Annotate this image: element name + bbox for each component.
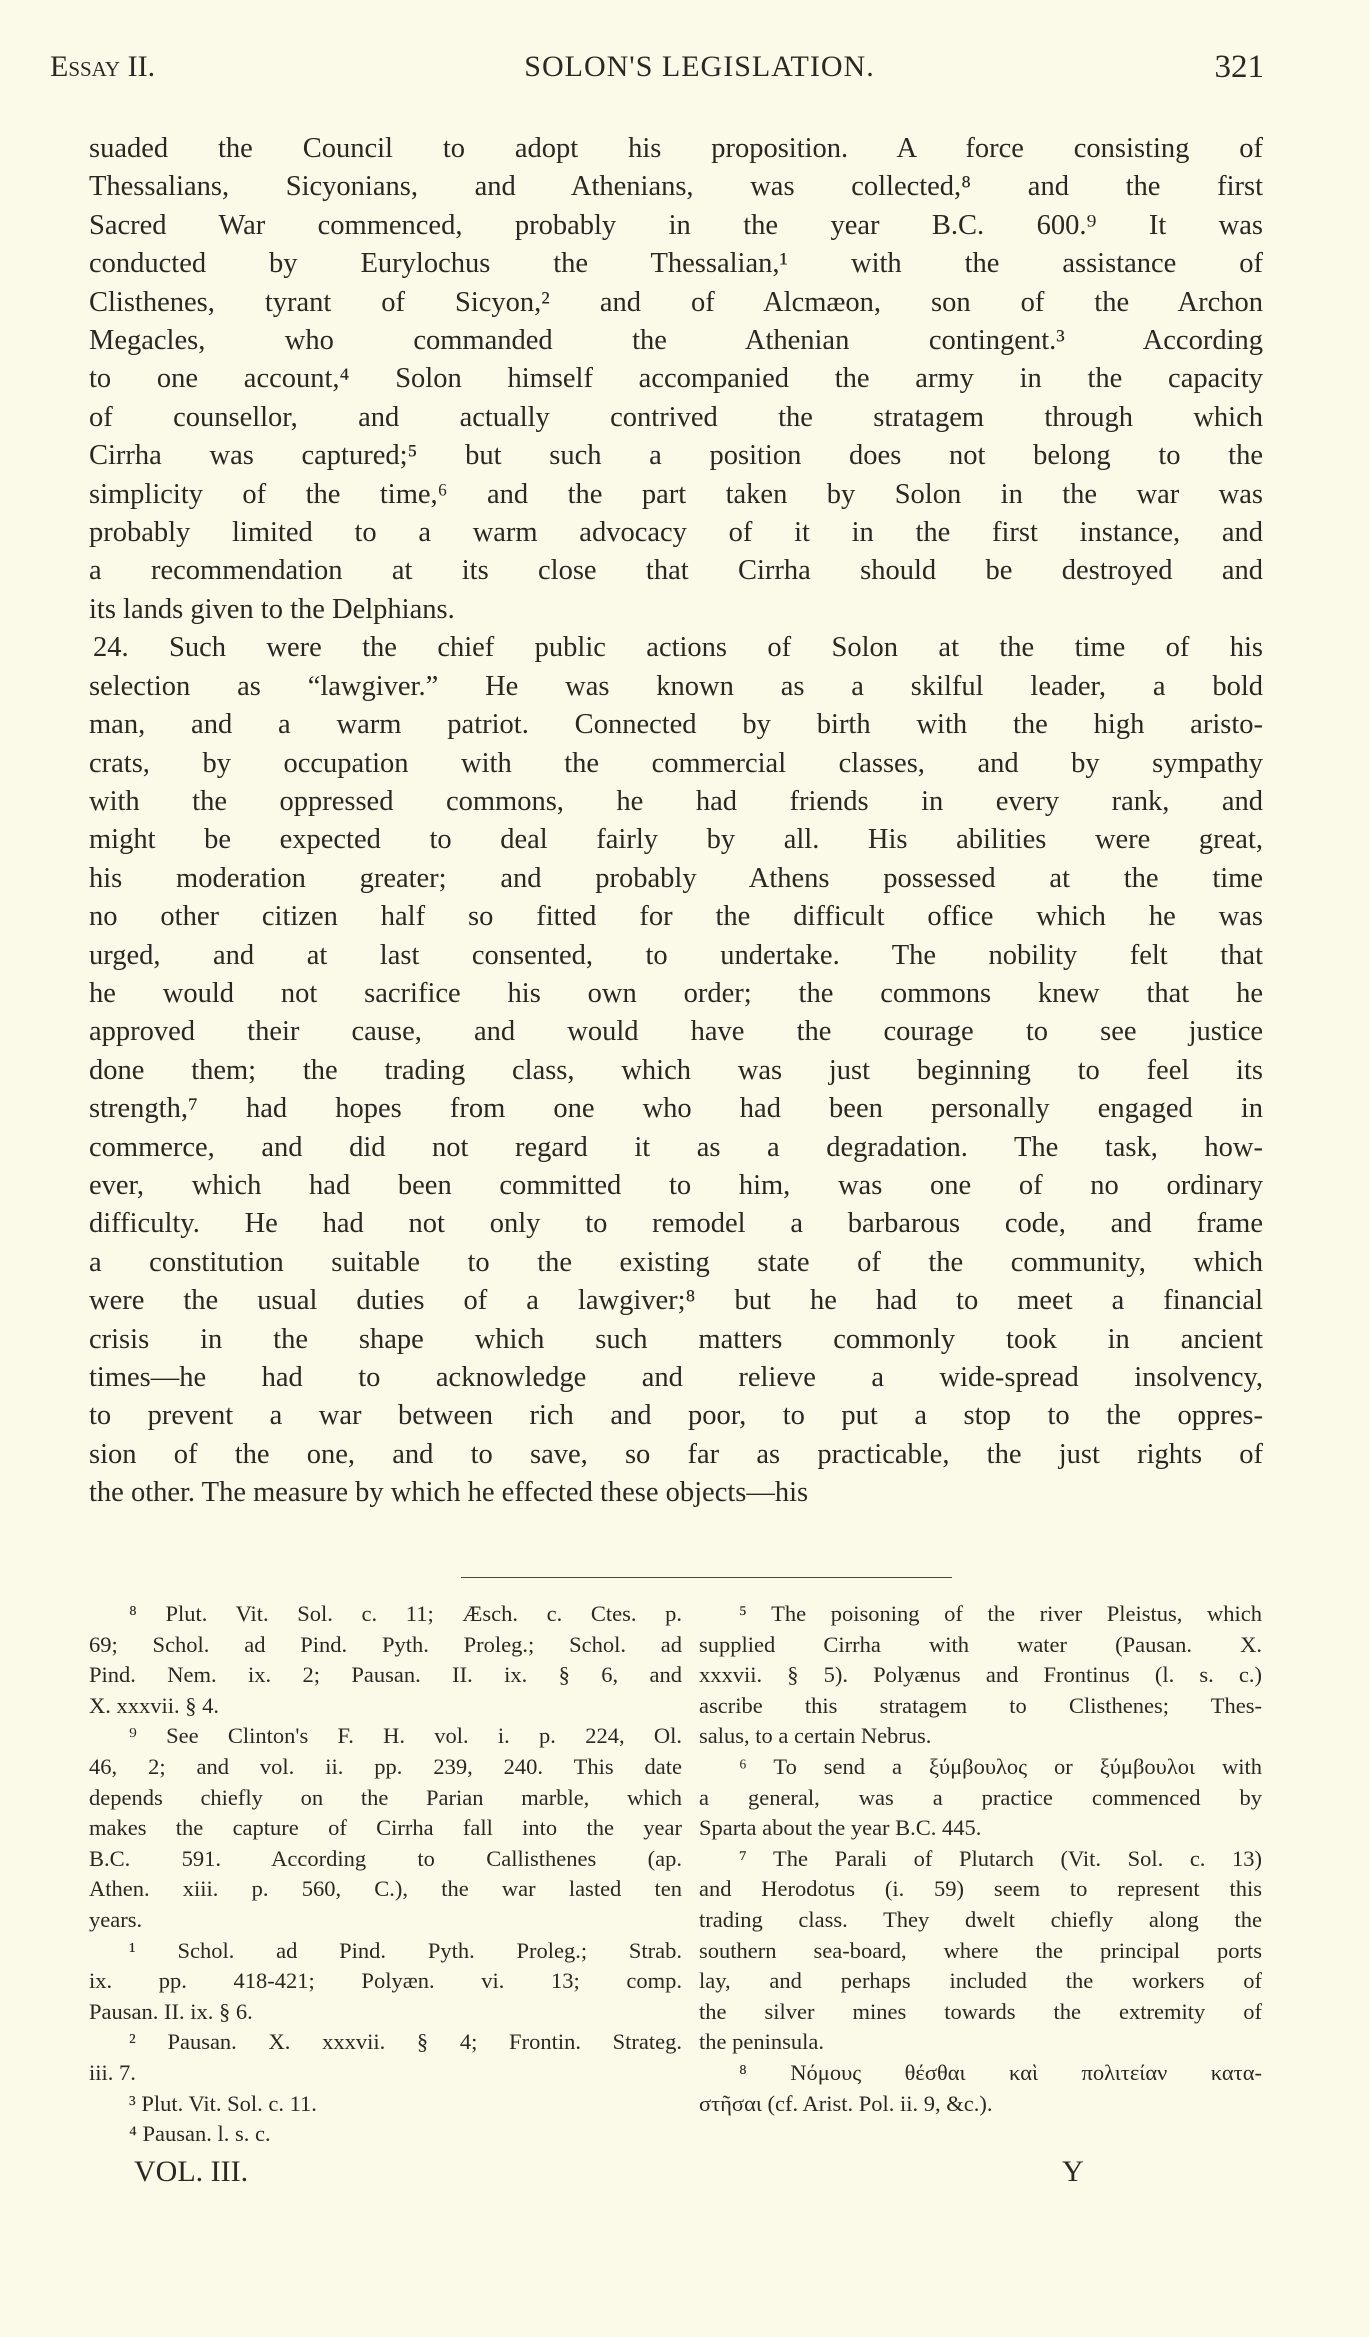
text-line: commerce, and did not regard it as a degradation. The task, how-: [89, 1131, 1263, 1163]
footnote-line: B.C. 591. According to Callisthenes (ap.: [89, 1845, 682, 1871]
footnote-line: ² Pausan. X. xxxvii. § 4; Frontin. Strateg.: [129, 2029, 682, 2055]
text-line: with the oppressed commons, he had friends in every rank, and: [89, 785, 1263, 817]
text-line: crats, by occupation with the commercial classes, and by sympathy: [89, 747, 1263, 779]
footnote-line: στῆσαι (cf. Arist. Pol. ii. 9, &c.).: [699, 2090, 993, 2116]
footnote-line: the silver mines towards the extremity of: [699, 1998, 1262, 2024]
text-line: Clisthenes, tyrant of Sicyon,² and of Alcmæon, son of the Archon: [89, 286, 1263, 318]
text-line: might be expected to deal fairly by all. His abilities were great,: [89, 824, 1263, 856]
text-line: were the usual duties of a lawgiver;⁸ but he had to meet a financial: [89, 1285, 1263, 1317]
footnote: [89, 2027, 682, 2088]
text-line: of counsellor, and actually contrived the stratagem through which: [89, 401, 1263, 433]
footnote: [699, 1599, 1262, 1752]
running-head-title: SOLON'S LEGISLATION.: [524, 50, 875, 83]
text-line: a recommendation at its close that Cirrha should be destroyed and: [89, 555, 1263, 587]
text-line: he would not sacrifice his own order; the commons knew that he: [89, 977, 1263, 1009]
footnote-line: X. xxxvii. § 4.: [89, 1692, 220, 1718]
text-line: times—he had to acknowledge and relieve a wide-spread insolvency,: [89, 1362, 1263, 1393]
footnote-line: ⁷ The Parali of Plutarch (Vit. Sol. c. 13): [739, 1845, 1262, 1871]
footnote-line: ⁸ Νόμους θέσθαι καὶ πολιτείαν κατα-: [739, 2059, 1262, 2085]
footnotes-right-column: [699, 1599, 1262, 2119]
footnote-line: southern sea-board, where the principal ports: [699, 1937, 1262, 1963]
text-line: simplicity of the time,⁶ and the part taken by Solon in the war was: [89, 478, 1263, 510]
footnote-line: ⁴ Pausan. l. s. c.: [129, 2121, 271, 2147]
text-line: Megacles, who commanded the Athenian contingent.³ According: [89, 325, 1263, 357]
text-line: Sacred War commenced, probably in the year B.C. 600.⁹ It was: [89, 209, 1263, 241]
signature-mark: VOL. III.: [134, 2155, 249, 2188]
footnote-line: Pausan. II. ix. § 6.: [89, 1998, 253, 2024]
footnote-line: years.: [89, 1906, 143, 1932]
text-line: Cirrha was captured;⁵ but such a position does not belong to the: [89, 440, 1263, 472]
footnote: [89, 1721, 682, 1935]
footnote: [699, 1752, 1262, 1844]
text-line: his moderation greater; and probably Athens possessed at the time: [89, 862, 1263, 894]
footnote-line: iii. 7.: [89, 2059, 136, 2085]
text-line: suaded the Council to adopt his proposition. A force consisting of: [89, 133, 1263, 164]
text-line: done them; the trading class, which was just beginning to feel its: [89, 1054, 1263, 1086]
footnote-line: ⁸ Plut. Vit. Sol. c. 11; Æsch. c. Ctes. p.: [129, 1601, 682, 1626]
footnote-line: ⁵ The poisoning of the river Pleistus, which: [739, 1601, 1262, 1626]
footnote-line: Athen. xiii. p. 560, C.), the war lasted ten: [89, 1876, 682, 1902]
footnote-line: makes the capture of Cirrha fall into the year: [89, 1815, 682, 1841]
footnote-line: xxxvii. § 5). Polyænus and Frontinus (l. s. c.): [699, 1662, 1262, 1688]
text-line: to prevent a war between rich and poor, to put a stop to the oppres-: [89, 1400, 1263, 1432]
footnote-line: lay, and perhaps included the workers of: [699, 1968, 1262, 1994]
footnote-line: depends chiefly on the Parian marble, which: [89, 1784, 682, 1810]
footnote: [699, 1844, 1262, 2058]
footnote: [89, 1936, 682, 2028]
text-line: its lands given to the Delphians.: [89, 593, 455, 625]
footnote-line: ix. pp. 418-421; Polyæn. vi. 13; comp.: [89, 1968, 682, 1994]
page-number: 321: [1214, 49, 1264, 85]
text-line: to one account,⁴ Solon himself accompanied the army in the capacity: [89, 363, 1263, 395]
footnote-line: ascribe this stratagem to Clisthenes; Thes-: [699, 1692, 1262, 1718]
text-line: ever, which had been committed to him, was one of no ordinary: [89, 1169, 1263, 1201]
text-line: Thessalians, Sicyonians, and Athenians, was collected,⁸ and the first: [89, 171, 1263, 203]
footnote-line: the peninsula.: [699, 2029, 824, 2055]
text-line: sion of the one, and to save, so far as practicable, the just rights of: [89, 1438, 1263, 1470]
text-line: strength,⁷ had hopes from one who had been personally engaged in: [89, 1093, 1263, 1125]
gathering-letter: Y: [1062, 2155, 1084, 2188]
running-head-essay: Essay II.: [50, 50, 156, 83]
footnote-line: and Herodotus (i. 59) seem to represent this: [699, 1876, 1262, 1902]
footnote-line: ⁹ See Clinton's F. H. vol. i. p. 224, Ol.: [129, 1723, 682, 1749]
footnote-line: 46, 2; and vol. ii. pp. 239, 240. This date: [89, 1753, 682, 1779]
footnote: [89, 2119, 682, 2150]
text-line: crisis in the shape which such matters commonly took in ancient: [89, 1323, 1263, 1355]
footnote-line: ³ Plut. Vit. Sol. c. 11.: [129, 2090, 317, 2116]
footnote-line: a general, was a practice commenced by: [699, 1784, 1262, 1810]
footnote-line: ¹ Schol. ad Pind. Pyth. Proleg.; Strab.: [129, 1937, 682, 1963]
footnote-line: Sparta about the year B.C. 445.: [699, 1815, 982, 1841]
footnote-line: 69; Schol. ad Pind. Pyth. Proleg.; Schol. ad: [89, 1631, 682, 1657]
footnote: [89, 2089, 682, 2120]
text-line: a constitution suitable to the existing state of the community, which: [89, 1246, 1263, 1278]
paragraph: [89, 629, 1263, 1512]
paragraph: [89, 130, 1263, 629]
text-line: 24. Such were the chief public actions of Solon at the time of his: [93, 632, 1263, 664]
footnote-line: supplied Cirrha with water (Pausan. X.: [699, 1631, 1262, 1657]
footnotes-left-column: [89, 1599, 682, 2150]
text-line: approved their cause, and would have the courage to see justice: [89, 1016, 1263, 1048]
text-line: no other citizen half so fitted for the difficult office which he was: [89, 901, 1263, 933]
footnote-line: ⁶ To send a ξύμβουλος or ξύμβουλοι with: [739, 1753, 1262, 1779]
footnote-line: salus, to a certain Nebrus.: [699, 1723, 932, 1749]
footnote-line: Pind. Nem. ix. 2; Pausan. II. ix. § 6, and: [89, 1662, 682, 1688]
text-line: urged, and at last consented, to undertake. The nobility felt that: [89, 939, 1263, 971]
text-line: man, and a warm patriot. Connected by birth with the high aristo-: [89, 709, 1263, 741]
footnote-line: trading class. They dwelt chiefly along the: [699, 1906, 1262, 1932]
text-line: the other. The measure by which he effected these objects—his: [89, 1477, 809, 1509]
text-line: difficulty. He had not only to remodel a barbarous code, and frame: [89, 1208, 1263, 1240]
body-text: [89, 130, 1263, 1513]
footnote: [699, 2058, 1262, 2119]
text-line: probably limited to a warm advocacy of it in the first instance, and: [89, 517, 1263, 549]
footnote: [89, 1599, 682, 1721]
footnote-divider: [461, 1577, 952, 1578]
text-line: selection as “lawgiver.” He was known as a skilful leader, a bold: [89, 670, 1263, 702]
text-line: conducted by Eurylochus the Thessalian,¹ with the assistance of: [89, 248, 1263, 280]
